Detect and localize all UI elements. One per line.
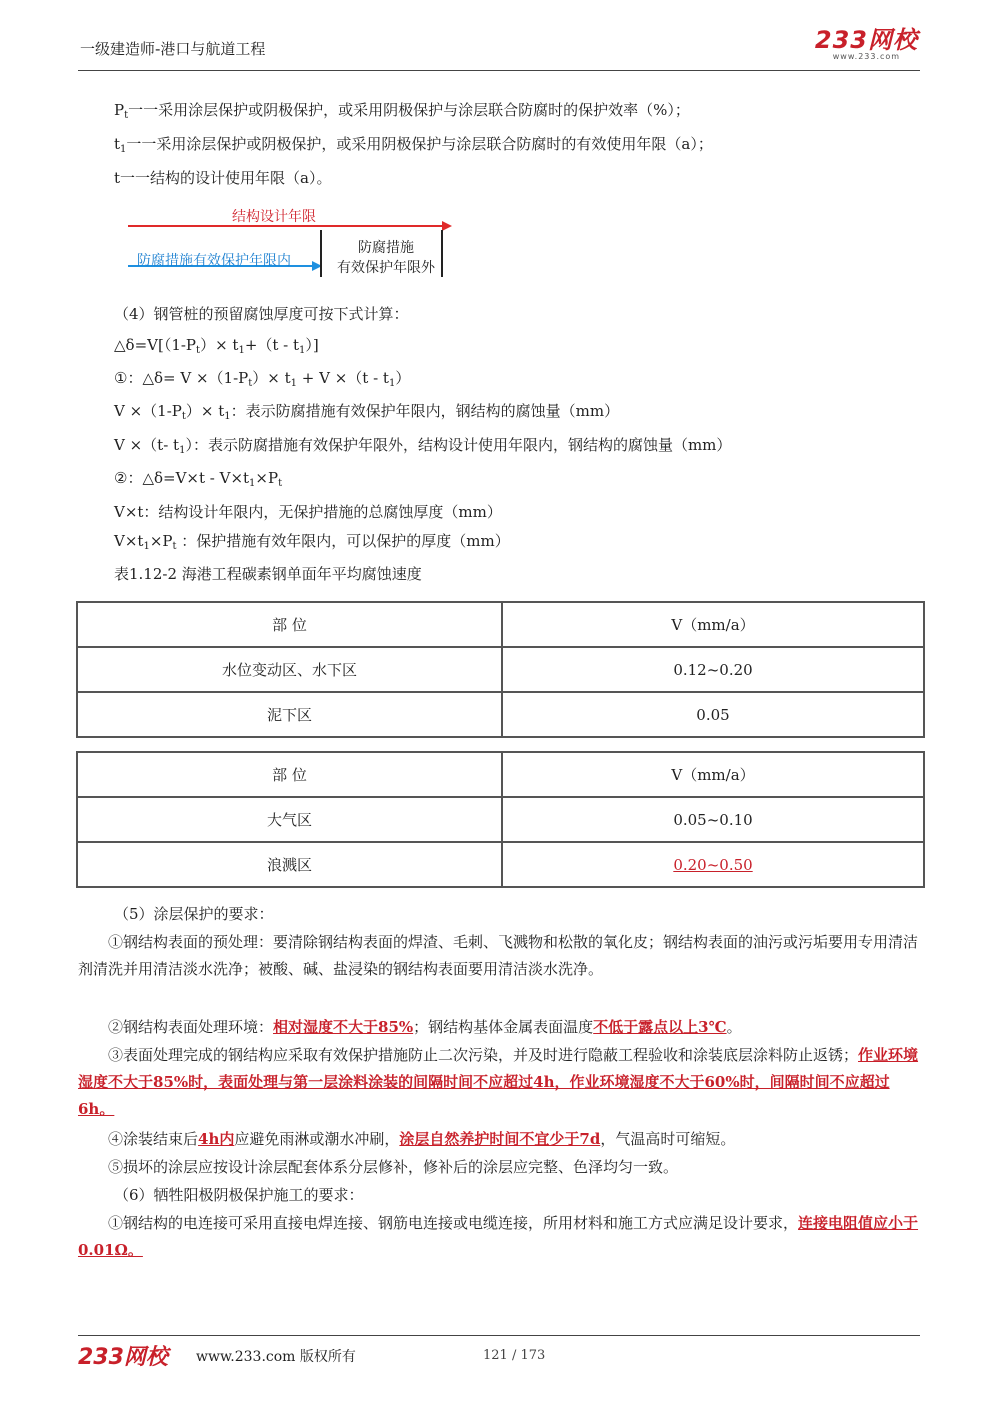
coating-p2: ②钢结构表面处理环境：相对湿度不大于85%；钢结构基体金属表面温度不低于露点以上3℃。 — [108, 1018, 742, 1036]
def-t1: $t_1$一一采用涂层保护或阴极保护，或采用阴极保护与涂层联合防腐时的有效使用年限（a）； — [114, 135, 713, 155]
table-cell: 泥下区 — [77, 692, 502, 737]
table-header-cell: 部 位 — [77, 752, 502, 797]
protection-outside-label: 防腐措施 有效保护年限外 — [337, 240, 435, 276]
formula-7: $V\times t_1\times P_t$ ：保护措施有效年限内，可以保护的厚度（mm） — [114, 532, 510, 552]
footer-divider — [78, 1335, 920, 1336]
table-cell: 0.05 — [502, 692, 924, 737]
highlight-text: 相对湿度不大于85% — [273, 1018, 414, 1036]
footer-copyright: www.233.com 版权所有 — [196, 1349, 356, 1365]
logo-url: www.233.com — [832, 52, 901, 61]
coating-p1: ①钢结构表面的预处理：要清除钢结构表面的焊渣、毛刺、飞溅物和松散的氧化皮；钢结构表面的油污或污垢要用专用清洁剂清洗并用清洁淡水洗净；被酸、碱、盐浸染的钢结构表面要用清洁淡水洗净。 — [78, 933, 919, 978]
table-row — [77, 647, 924, 692]
calc-heading: （4）钢管桩的预留腐蚀厚度可按下式计算： — [114, 305, 409, 323]
corrosion-table-1 — [76, 601, 925, 738]
table-cell — [502, 842, 924, 887]
header-divider — [78, 70, 920, 71]
formula-4: V ×（t- $t_1$）：表示防腐措施有效保护年限外，结构设计使用年限内，钢结构的腐蚀量（mm） — [114, 436, 732, 456]
def-pt: $P_t$一一采用涂层保护或阴极保护，或采用阴极保护与涂层联合防腐时的保护效率（%）； — [114, 101, 690, 121]
table-cell: 0.12~0.20 — [502, 647, 924, 692]
table-header-row — [77, 752, 924, 797]
design-life-arrowhead — [442, 221, 452, 231]
table-row — [77, 692, 924, 737]
table-caption: 表1.12-2 海港工程碳素钢单面年平均腐蚀速度 — [114, 565, 422, 583]
brand-logo — [815, 28, 918, 61]
footer-logo: 233网校 — [78, 1345, 168, 1370]
table-cell: 水位变动区、水下区 — [77, 647, 502, 692]
header-title: 一级建造师-港口与航道工程 — [80, 40, 266, 58]
formula-3: $V \times(1-P_t)\times t_1$：表示防腐措施有效保护年限内，钢结构的腐蚀量（mm） — [114, 402, 620, 422]
logo-text: 233网校 — [814, 26, 918, 54]
highlight-text: 作业环境湿度不大于85%时，表面处理与第一层涂料涂装的间隔时间不应超过4h，作业环境湿度不大于60%时，间隔时间不应超过6h。 — [78, 1046, 919, 1118]
table-cell: 浪溅区 — [77, 842, 502, 887]
highlight-value: 0.20~0.50 — [673, 855, 753, 874]
design-life-label: 结构设计年限 — [232, 209, 316, 225]
formula-6: V×t：结构设计年限内，无保护措施的总腐蚀厚度（mm） — [114, 503, 502, 521]
page-number: 121 / 173 — [483, 1348, 546, 1363]
def-t: t一一结构的设计使用年限（a）。 — [114, 169, 332, 187]
highlight-text: 不低于露点以上3℃ — [593, 1018, 727, 1036]
table-cell: 0.05~0.10 — [502, 797, 924, 842]
formula-2: ①：△δ= $V \times(1-P_t)\times t_1 + V \times(t - t_1)$ — [114, 369, 411, 389]
coating-p5: ⑤损坏的涂层应按设计涂层配套体系分层修补，修补后的涂层应完整、色泽均匀一致。 — [108, 1158, 679, 1176]
corrosion-table-2 — [76, 751, 925, 888]
table-row — [77, 842, 924, 887]
coating-p4: ④涂装结束后4h内应避免雨淋或潮水冲刷，涂层自然养护时间不宜少于7d，气温高时可缩短。 — [108, 1130, 736, 1148]
highlight-text: 涂层自然养护时间不宜少于7d — [399, 1130, 601, 1148]
anode-heading: （6）牺牲阳极阴极保护施工的要求： — [114, 1186, 364, 1204]
table-row — [77, 797, 924, 842]
anode-p1: ①钢结构的电连接可采用直接电焊连接、钢筋电连接或电缆连接，所用材料和施工方式应满足设计要求，连接电阻值应小于0.01Ω。 — [78, 1214, 919, 1259]
coating-p3: ③表面处理完成的钢结构应采取有效保护措施防止二次污染，并及时进行隐蔽工程验收和涂装底层涂料防止返锈；作业环境湿度不大于85%时，表面处理与第一层涂料涂装的间隔时间不应超过4h，作业环境湿度不大于60%时，间隔时间不应超过6h。 — [78, 1046, 919, 1118]
formula-1: $\triangle\delta=V[(1-P_t)\times t_1+(t - t_1)]$ — [114, 336, 319, 356]
table-header-cell: V（mm/a） — [502, 602, 924, 647]
formula-5: ②：△δ=V×t - $V\times t_1\times P_t$ — [114, 469, 283, 489]
protection-inside-label: 防腐措施有效保护年限内 — [137, 253, 291, 269]
table-header-cell: V（mm/a） — [502, 752, 924, 797]
coating-heading: （5）涂层保护的要求： — [114, 905, 274, 923]
table-cell: 大气区 — [77, 797, 502, 842]
table-header-cell: 部 位 — [77, 602, 502, 647]
table-header-row — [77, 602, 924, 647]
highlight-text: 连接电阻值应小于0.01Ω。 — [78, 1214, 919, 1259]
highlight-text: 4h内 — [198, 1130, 235, 1148]
